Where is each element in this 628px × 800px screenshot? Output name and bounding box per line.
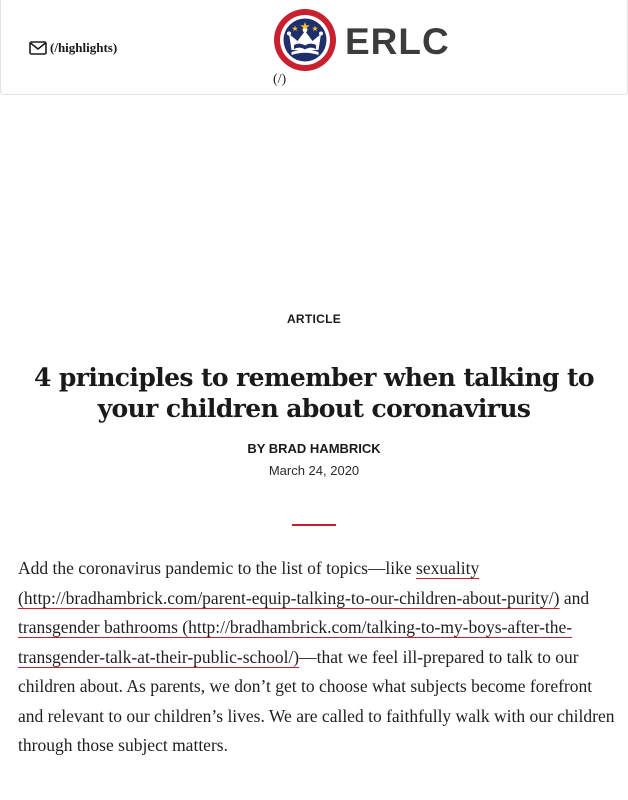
article-date: March 24, 2020 xyxy=(268,463,360,478)
home-logo-link[interactable] xyxy=(273,8,453,90)
article-byline: BY BRAD HAMBRICK xyxy=(247,441,381,456)
body-text-1: Add the coronavirus pandemic to the list of topics—like xyxy=(18,558,417,578)
logo-link-label: (/) xyxy=(273,72,287,87)
article-title: 4 principles to remember when talking to your children about coronavirus xyxy=(33,363,594,423)
transgender-bathrooms-link[interactable]: transgender bathrooms (http://bradhambrick.com/talking-to-my-boys-after-the-transgender-talk-at-their-public-school/) xyxy=(18,617,573,667)
body-text-2: and xyxy=(559,587,590,608)
logo-wordmark: ERLC xyxy=(345,21,450,62)
body-text-3: —that we feel ill-prepared to talk to our children about. As parents, we don’t get to choose what subjects become forefront and relevant to our children’s lives. We are called to faithfully walk with our children through those subject matters. xyxy=(18,646,615,755)
envelope-icon xyxy=(29,41,47,55)
crown-seal-icon xyxy=(273,8,337,72)
sexuality-link[interactable]: sexuality (http://bradhambrick.com/parent-equip-talking-to-our-children-about-purity/) xyxy=(18,558,560,608)
highlights-link-label: (/highlights) xyxy=(50,40,118,55)
article-eyebrow: ARTICLE xyxy=(286,312,342,326)
article-body-paragraph xyxy=(18,554,618,761)
site-header xyxy=(0,0,628,95)
section-divider xyxy=(292,524,336,526)
highlights-link[interactable] xyxy=(29,40,117,56)
